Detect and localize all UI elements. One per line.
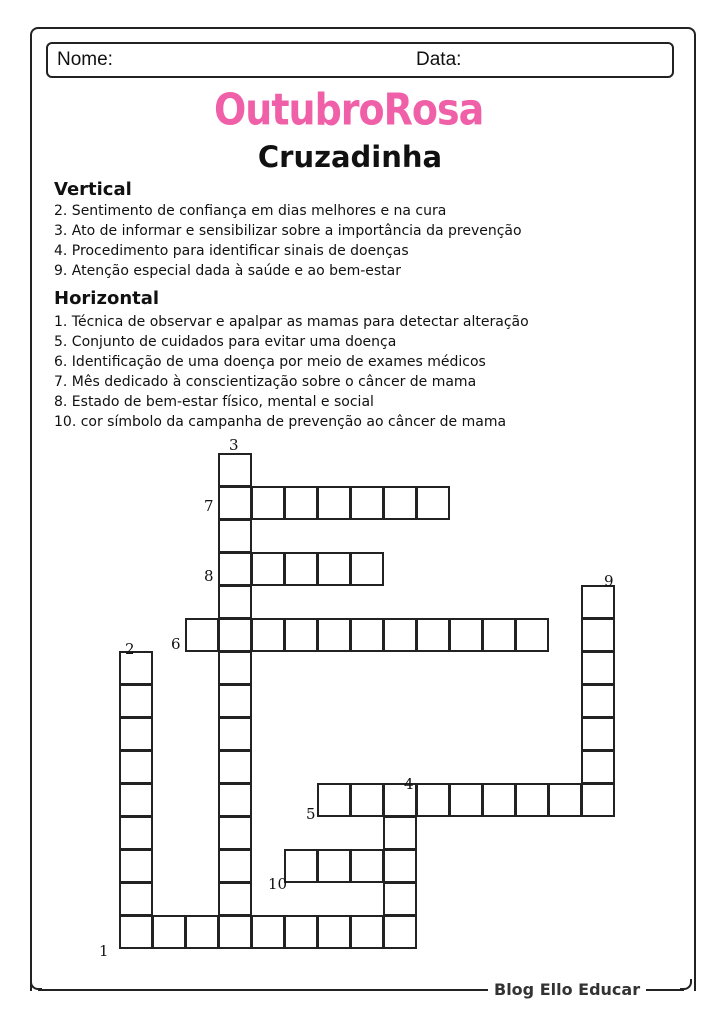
- crossword-cell[interactable]: [284, 618, 318, 652]
- crossword-cell[interactable]: [350, 915, 384, 949]
- crossword-cell[interactable]: [119, 717, 153, 751]
- name-date-box: [46, 42, 674, 78]
- vertical-clue: 2. Sentimento de confiança em dias melhores e na cura: [54, 203, 447, 219]
- crossword-cell[interactable]: [185, 915, 219, 949]
- crossword-cell[interactable]: [350, 783, 384, 817]
- crossword-cell[interactable]: [119, 750, 153, 784]
- vertical-clue: 3. Ato de informar e sensibilizar sobre a importância da prevenção: [54, 223, 522, 239]
- crossword-cell[interactable]: [317, 618, 351, 652]
- horizontal-clue: 8. Estado de bem-estar físico, mental e social: [54, 394, 374, 410]
- vertical-clue: 9. Atenção especial dada à saúde e ao bem-estar: [54, 263, 402, 279]
- crossword-cell[interactable]: [581, 783, 615, 817]
- horizontal-clue: 6. Identificação de uma doença por meio de exames médicos: [54, 354, 486, 370]
- crossword-cell[interactable]: [383, 915, 417, 949]
- crossword-cell[interactable]: [383, 882, 417, 916]
- clue-number-2: 2: [125, 640, 135, 658]
- crossword-cell[interactable]: [317, 915, 351, 949]
- crossword-cell[interactable]: [383, 816, 417, 850]
- crossword-cell[interactable]: [284, 486, 318, 520]
- crossword-cell[interactable]: [416, 783, 450, 817]
- crossword-cell[interactable]: [581, 585, 615, 619]
- crossword-cell[interactable]: [251, 486, 285, 520]
- crossword-cell[interactable]: [119, 882, 153, 916]
- clue-number-7: 7: [204, 497, 214, 515]
- clue-number-5: 5: [306, 805, 316, 823]
- crossword-cell[interactable]: [383, 618, 417, 652]
- crossword-cell[interactable]: [119, 915, 153, 949]
- crossword-cell[interactable]: [218, 519, 252, 553]
- crossword-cell[interactable]: [350, 849, 384, 883]
- vertical-heading: Vertical: [54, 179, 132, 200]
- page-title: Cruzadinha: [257, 140, 443, 174]
- footer-brand: Blog Ello Educar: [488, 980, 646, 999]
- crossword-cell[interactable]: [581, 717, 615, 751]
- crossword-cell[interactable]: [449, 618, 483, 652]
- page-border-bottom: [640, 989, 684, 991]
- crossword-cell[interactable]: [284, 552, 318, 586]
- crossword-cell[interactable]: [383, 486, 417, 520]
- page-border-bottom: [38, 989, 488, 991]
- crossword-cell[interactable]: [218, 816, 252, 850]
- crossword-cell[interactable]: [218, 915, 252, 949]
- crossword-cell[interactable]: [251, 915, 285, 949]
- crossword-cell[interactable]: [284, 915, 318, 949]
- crossword-cell[interactable]: [317, 783, 351, 817]
- crossword-cell[interactable]: [317, 849, 351, 883]
- crossword-cell[interactable]: [218, 684, 252, 718]
- horizontal-clue: 10. cor símbolo da campanha de prevenção ao câncer de mama: [54, 414, 507, 430]
- clue-number-3: 3: [229, 436, 239, 454]
- crossword-cell[interactable]: [218, 651, 252, 685]
- crossword-cell[interactable]: [482, 783, 516, 817]
- crossword-cell[interactable]: [350, 486, 384, 520]
- horizontal-heading: Horizontal: [54, 288, 160, 309]
- crossword-cell[interactable]: [350, 618, 384, 652]
- crossword-cell[interactable]: [317, 486, 351, 520]
- crossword-cell[interactable]: [218, 486, 252, 520]
- clue-number-4: 4: [404, 775, 414, 793]
- clue-number-9: 9: [604, 572, 614, 590]
- crossword-cell[interactable]: [515, 618, 549, 652]
- crossword-cell[interactable]: [383, 849, 417, 883]
- clue-number-6: 6: [171, 635, 181, 653]
- crossword-cell[interactable]: [218, 552, 252, 586]
- crossword-cell[interactable]: [284, 849, 318, 883]
- crossword-cell[interactable]: [119, 783, 153, 817]
- crossword-cell[interactable]: [581, 684, 615, 718]
- horizontal-clue: 5. Conjunto de cuidados para evitar uma doença: [54, 334, 397, 350]
- crossword-cell[interactable]: [251, 552, 285, 586]
- crossword-cell[interactable]: [251, 618, 285, 652]
- crossword-cell[interactable]: [218, 585, 252, 619]
- crossword-cell[interactable]: [218, 882, 252, 916]
- crossword-cell[interactable]: [152, 915, 186, 949]
- crossword-cell[interactable]: [581, 618, 615, 652]
- outubro-rosa-logo: OutubroRosa: [214, 84, 484, 135]
- horizontal-clue: 1. Técnica de observar e apalpar as mamas para detectar alteração: [54, 314, 529, 330]
- crossword-cell[interactable]: [482, 618, 516, 652]
- crossword-cell[interactable]: [218, 453, 252, 487]
- clue-number-1: 1: [99, 942, 109, 960]
- horizontal-clue: 7. Mês dedicado à conscientização sobre o câncer de mama: [54, 374, 477, 390]
- crossword-cell[interactable]: [581, 651, 615, 685]
- crossword-cell[interactable]: [119, 816, 153, 850]
- crossword-cell[interactable]: [119, 684, 153, 718]
- crossword-cell[interactable]: [218, 783, 252, 817]
- clue-number-8: 8: [204, 567, 214, 585]
- crossword-cell[interactable]: [119, 849, 153, 883]
- crossword-cell[interactable]: [218, 717, 252, 751]
- crossword-cell[interactable]: [515, 783, 549, 817]
- name-field-label[interactable]: Nome:: [57, 49, 113, 70]
- crossword-cell[interactable]: [449, 783, 483, 817]
- vertical-clue: 4. Procedimento para identificar sinais de doenças: [54, 243, 409, 259]
- crossword-cell[interactable]: [581, 750, 615, 784]
- clue-number-10: 10: [268, 875, 288, 893]
- crossword-cell[interactable]: [548, 783, 582, 817]
- crossword-cell[interactable]: [317, 552, 351, 586]
- crossword-cell[interactable]: [416, 618, 450, 652]
- date-field-label[interactable]: Data:: [416, 49, 462, 70]
- crossword-cell[interactable]: [416, 486, 450, 520]
- crossword-cell[interactable]: [185, 618, 219, 652]
- crossword-cell[interactable]: [350, 552, 384, 586]
- crossword-cell[interactable]: [218, 750, 252, 784]
- crossword-cell[interactable]: [218, 849, 252, 883]
- crossword-cell[interactable]: [218, 618, 252, 652]
